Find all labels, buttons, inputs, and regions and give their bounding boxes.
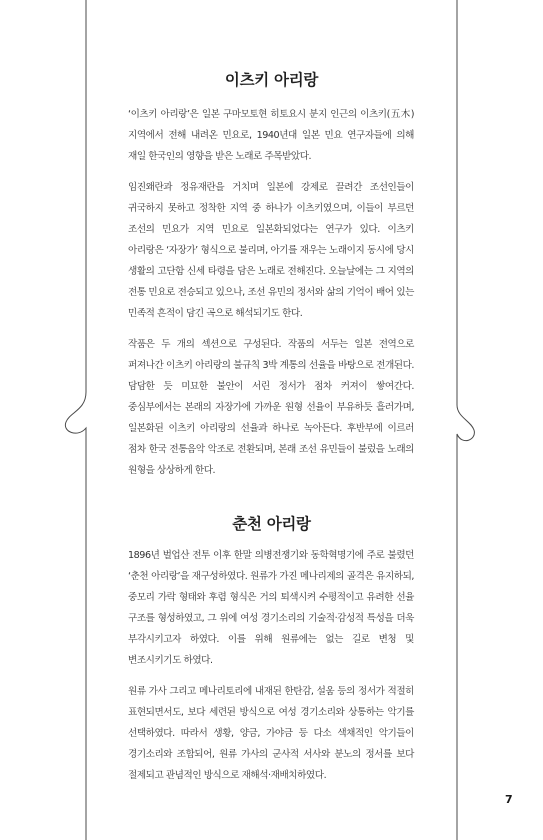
page-number: 7 [505,793,513,806]
section-title-itsuki: 이츠키 아리랑 [224,71,319,89]
paragraph: 1896년 벌업산 전투 이후 한말 의병전쟁기와 동학혁명기에 주로 불렸던 ‘춘천 아리랑’을 재구성하였다. 원류가 가진 메나리제의 골격은 유지하되, 중모리 가락 형태와 후렴 형식은 거의 퇴색시켜 수평적이고 유려한 선율 구조를 형성하였고, 그 위에 여성 경기소리의 기술적·감성적 특성을 더욱 부각시키고자 하였다. 이를 위해 원류에는 없는 길로 변청 및 변조시키기도 하였다. [128,550,414,666]
paragraph: 작품은 두 개의 섹션으로 구성된다. 작품의 서두는 일본 전역으로 퍼져나간 이츠키 아리랑의 불규칙 3박 계통의 선율을 바탕으로 전개된다. 담담한 듯 미묘한 불안이 서린 정서가 점차 커져이 쌓여간다. 중심부에서는 본래의 자장가에 가까운 원형 선율이 부유하듯 흘러가며, 일본화된 이츠키 아리랑의 선율과 하나로 녹아든다. 후반부에 이르러 점차 한국 전통음악 악조로 전환되며, 본래 조선 유민들이 불렀을 노래의 원형을 상상하게 한다. [128,339,414,476]
section-title-chuncheon: 춘천 아리랑 [232,515,311,533]
section-body-chuncheon [128,545,414,796]
section-body-itsuki [128,104,414,491]
paragraph: 임진왜란과 정유재란을 거치며 일본에 강제로 끌려간 조선인들이 귀국하지 못하고 정착한 지역 중 하나가 이츠키였으며, 이들이 부르던 조선의 민요가 지역 민요로 일본화되었다는 연구가 있다. 이츠키 아리랑은 ‘자장가’ 형식으로 불리며, 아기를 재우는 노래이지 동시에 당시 생활의 고단함 신세 타령을 담은 노래로 전해진다. 오늘날에는 그 지역의 전통 민요로 전승되고 있으나, 조선 유민의 정서와 삶의 기억이 배어 있는 민족적 흔적이 담긴 곡으로 해석되기도 한다. [128,182,414,319]
paragraph: ‘이츠키 아리랑’은 일본 구마모토현 히토요시 분지 인근의 이츠키(五木) 지역에서 전해 내려온 민요로, 1940년대 일본 민요 연구자들에 의해 재일 한국인의 영향을 받은 노래로 주목받았다. [128,109,414,162]
paragraph: 원류 가사 그리고 메나리토리에 내재된 한탄감, 설움 등의 정서가 적절히 표현되면서도, 보다 세련된 방식으로 여성 경기소리와 상통하는 악기를 선택하였다. 따라서 생황, 양금, 가야금 등 다소 색채적인 악기들이 경기소리와 조합되어, 원류 가사의 군사적 서사와 분노의 정서를 보다 절제되고 관념적인 방식으로 재해석·재배치하였다. [128,686,414,781]
